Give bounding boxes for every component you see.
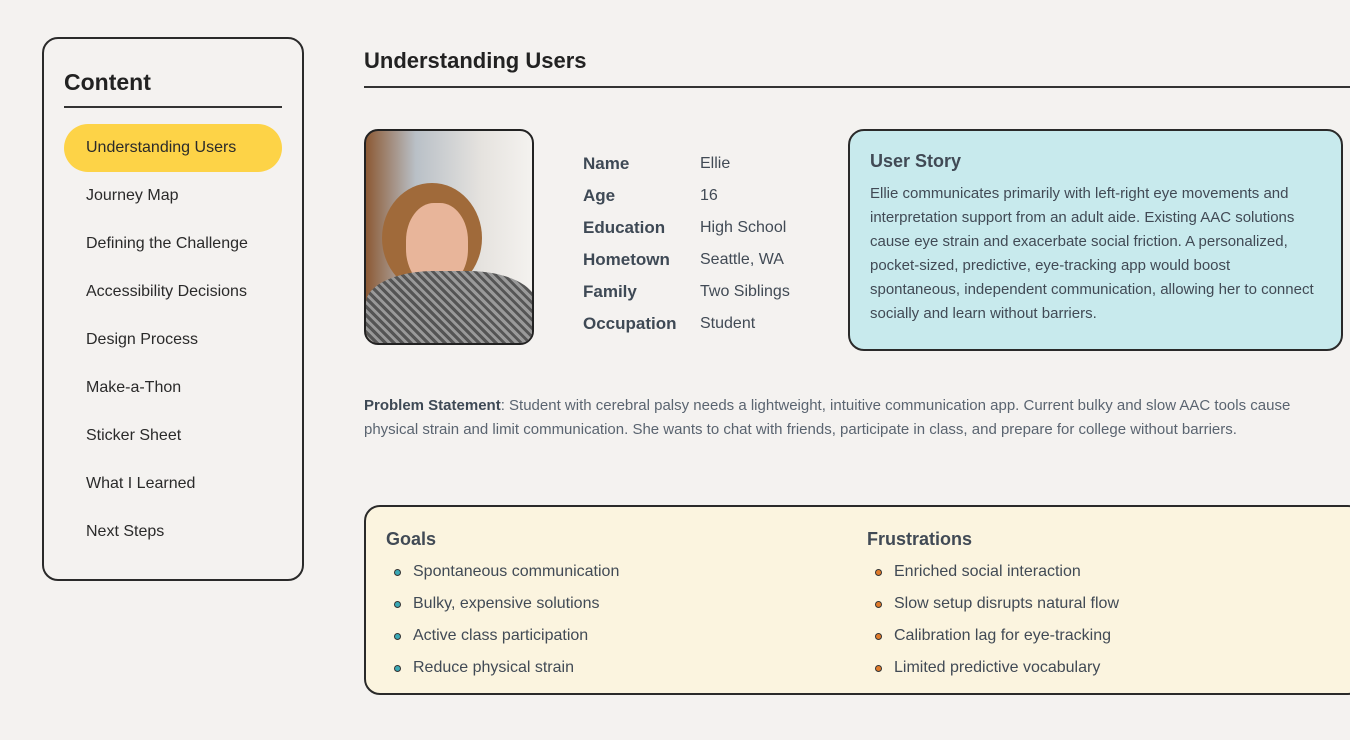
problem-label: Problem Statement (364, 397, 501, 414)
profile-label: Family (583, 282, 637, 301)
user-story-title: User Story (870, 151, 962, 171)
profile-label: Education (583, 218, 666, 237)
bullet-icon (875, 665, 882, 672)
bullet-icon (875, 569, 882, 576)
sidebar-item-what-i-learned[interactable]: What I Learned (86, 475, 196, 492)
bullet-icon (394, 601, 401, 608)
goals-title: Goals (386, 529, 437, 549)
profile-row (583, 148, 790, 180)
profile-info (583, 148, 790, 340)
list-item-text: Active class participation (413, 627, 589, 644)
sidebar-item-understanding-users[interactable]: Understanding Users (64, 124, 282, 172)
bullet-icon (394, 665, 401, 672)
goals-column (386, 529, 619, 686)
list-item-text: Enriched social interaction (894, 563, 1081, 580)
list-item-text: Spontaneous communication (413, 563, 620, 580)
profile-value: Student (700, 315, 756, 332)
sidebar-item-journey-map[interactable]: Journey Map (86, 187, 179, 204)
list-item (867, 558, 1119, 590)
sidebar-item-defining-the-challenge[interactable]: Defining the Challenge (86, 235, 248, 252)
sidebar-item-make-a-thon[interactable]: Make-a-Thon (86, 379, 182, 396)
sidebar-item-accessibility-decisions[interactable]: Accessibility Decisions (86, 283, 247, 300)
user-story-card (848, 129, 1343, 351)
list-item (386, 558, 619, 590)
bullet-icon (394, 633, 401, 640)
sidebar-title: Content (64, 69, 282, 108)
profile-label: Hometown (583, 250, 670, 269)
profile-label: Age (583, 186, 616, 205)
profile-row (583, 308, 790, 340)
profile-value: Ellie (700, 155, 731, 172)
profile-value: High School (700, 219, 787, 236)
frustrations-column (867, 529, 1119, 686)
bullet-icon (875, 601, 882, 608)
list-item-text: Calibration lag for eye-tracking (894, 627, 1111, 644)
list-item (386, 654, 619, 686)
problem-statement (364, 394, 1339, 442)
list-item (386, 590, 619, 622)
list-item (867, 622, 1119, 654)
list-item-text: Bulky, expensive solutions (413, 595, 600, 612)
problem-text: : Student with cerebral palsy needs a lightweight, intuitive communication app. Current bulky and slow AAC tools cause physical strain and limit communication. She wants to chat with friends, participate in class, and prepare for college without barriers. (364, 397, 1291, 438)
page-title: Understanding Users (364, 48, 587, 73)
list-item (386, 622, 619, 654)
goals-frustrations-card (364, 505, 1350, 695)
profile-row (583, 276, 790, 308)
sidebar-item-design-process[interactable]: Design Process (86, 331, 199, 348)
list-item (867, 654, 1119, 686)
frustrations-title: Frustrations (867, 529, 973, 549)
list-item-text: Slow setup disrupts natural flow (894, 595, 1119, 612)
profile-row (583, 244, 790, 276)
list-item-text: Reduce physical strain (413, 659, 574, 676)
user-story-text: Ellie communicates primarily with left-right eye movements and interpretation support from an adult aide. Existing AAC solutions cause eye strain and exacerbate social friction. A personalized, pocket-sized, predictive, eye-tracking app would boost spontaneous, independent communication, allowing her to connect socially and learn without barriers. (870, 185, 1314, 322)
bullet-icon (875, 633, 882, 640)
profile-label: Occupation (583, 314, 677, 333)
profile-value: 16 (700, 187, 718, 204)
bullet-icon (394, 569, 401, 576)
profile-row (583, 212, 790, 244)
user-photo (364, 129, 534, 345)
list-item-text: Limited predictive vocabulary (894, 659, 1101, 676)
profile-value: Two Siblings (700, 283, 790, 300)
profile-value: Seattle, WA (700, 251, 784, 268)
title-divider (364, 86, 1350, 88)
list-item (867, 590, 1119, 622)
profile-row (583, 180, 790, 212)
sidebar-item-next-steps[interactable]: Next Steps (86, 523, 165, 540)
profile-label: Name (583, 154, 630, 173)
content-sidebar (42, 37, 304, 581)
sidebar-item-sticker-sheet[interactable]: Sticker Sheet (86, 427, 182, 444)
